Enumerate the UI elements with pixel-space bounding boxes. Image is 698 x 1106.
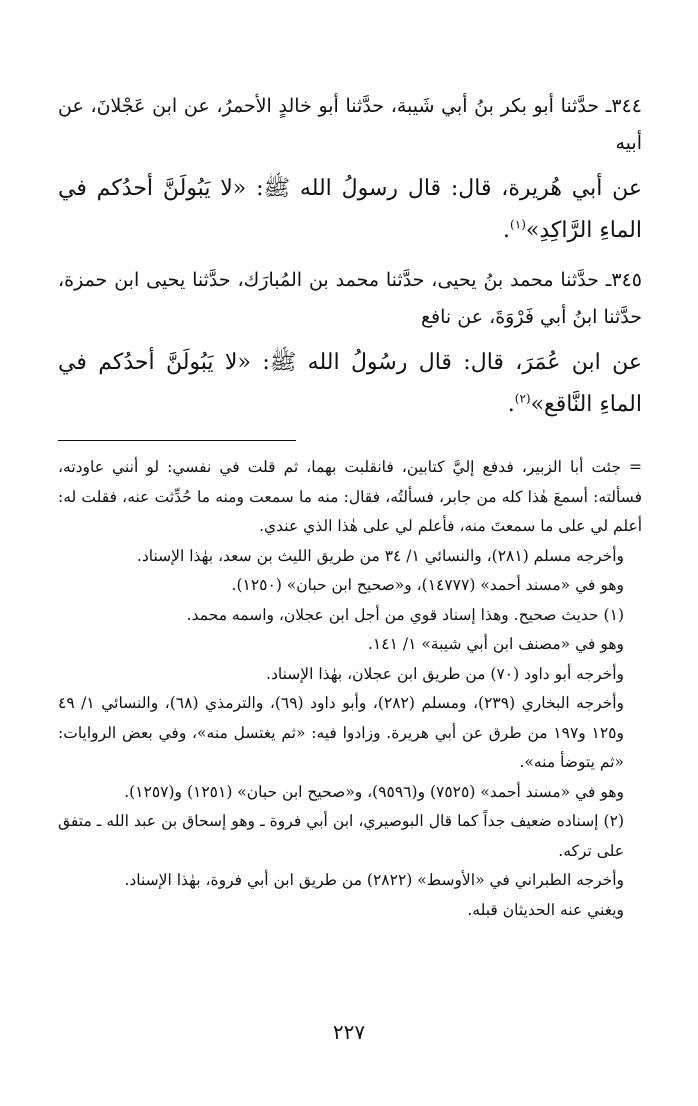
hadith-344-isnad: ٣٤٤ـ حدَّثنا أبو بكر بنُ أبي شَيبة، حدَّثنا أبو خالدٍ الأحمرُ، عن ابن عَجْلانَ، عن أبيه — [58, 95, 642, 154]
hadith-344-matn-end: . — [503, 218, 511, 243]
hadith-345 — [58, 262, 642, 426]
footnote-marker-1: (١) — [510, 217, 526, 232]
hadith-345-matn-text: عن ابن عُمَرَ، قال: قال رسُولُ الله ﷺ: «لا يَبُولَنَّ أحدُكم في الماءِ النَّاقع» — [58, 350, 642, 417]
footnote-line: (٢) إسناده ضعيف جداً كما قال البوصيري، ابن أبي فروة ـ وهو إسحاق بن عبد الله ـ متفق على تركه. — [58, 812, 624, 860]
footnote-line: وهو في «مسند أحمد» (٧٥٢٥) و(٩٥٩٦)، و«صحيح ابن حبان» (١٢٥١) و(١٢٥٧). — [124, 782, 624, 801]
footnotes-section — [58, 453, 642, 925]
footnote-line: ويغني عنه الحديثان قبله. — [467, 900, 624, 919]
hadith-345-isnad: ٣٤٥ـ حدَّثنا محمد بنُ يحيى، حدَّثنا محمد بن المُبارَك، حدَّثنا يحيى ابن حمزة، حدَّثنا ابنُ أبي فَرْوَةَ، عن نافع — [58, 269, 642, 328]
footnote-marker-2: (٢) — [514, 391, 531, 406]
hadith-344 — [58, 88, 642, 252]
footnote-line: وأخرجه البخاري (٢٣٩)، ومسلم (٢٨٢)، وأبو داود (٦٩)، والترمذي (٦٨)، والنسائي ١/ ٤٩ و١٢٥ و١٩٧ من طرق عن أبي هريرة. وزادوا فيه: «ثم يغتسل منه»، وفي بعض الروايات: «ثم يتوضأ منه». — [58, 694, 625, 771]
hadith-344-matn-text: عن أبي هُريرة، قال: قال رسولُ الله ﷺ: «لا يَبُولَنَّ أحدُكم في الماءِ الرَّاكِدِ» — [58, 176, 642, 243]
hadith-344-matn — [58, 168, 642, 252]
page-body — [58, 88, 642, 925]
footnote-line: وأخرجه مسلم (٢٨١)، والنسائي ١/ ٣٤ من طريق الليث بن سعد، بهٰذا الإسناد. — [136, 546, 624, 565]
footnote-line: = جئت أبا الزبير، فدفع إليَّ كتابين، فانقلبت بهما، ثم قلت في نفسي: لو أنني عاودته، فسألته: أسمعَ هٰذا كله من جابر، فسألتُه، فقال: منه ما سمعت ومنه ما حُدِّثت عنه، فقلت له: أعلم لي على ما سمعتَ منه، فأعلم لي على هٰذا الذي عندي. — [58, 458, 642, 535]
footnote-line: وأخرجه الطبراني في «الأوسط» (٢٨٢٢) من طريق ابن أبي فروة، بهٰذا الإسناد. — [124, 871, 624, 889]
footnote-line: (١) حديث صحيح. وهذا إسناد قوي من أجل ابن عجلان، واسمه محمد. — [186, 605, 624, 624]
footnote-line: وهو في «مسند أحمد» (١٤٧٧٧)، و«صحيح ابن حبان» (١٢٥٠). — [231, 576, 624, 594]
footnote-line: وأخرجه أبو داود (٧٠) من طريق ابن عجلان، بهٰذا الإسناد. — [266, 664, 624, 683]
footnote-line: وهو في «مصنف ابن أبي شيبة» ١/ ١٤١. — [367, 635, 624, 653]
page-number: ٢٢٧ — [332, 1020, 366, 1044]
footnote-divider — [58, 440, 296, 441]
hadith-345-matn — [58, 342, 642, 426]
hadith-345-matn-end: . — [507, 392, 515, 417]
